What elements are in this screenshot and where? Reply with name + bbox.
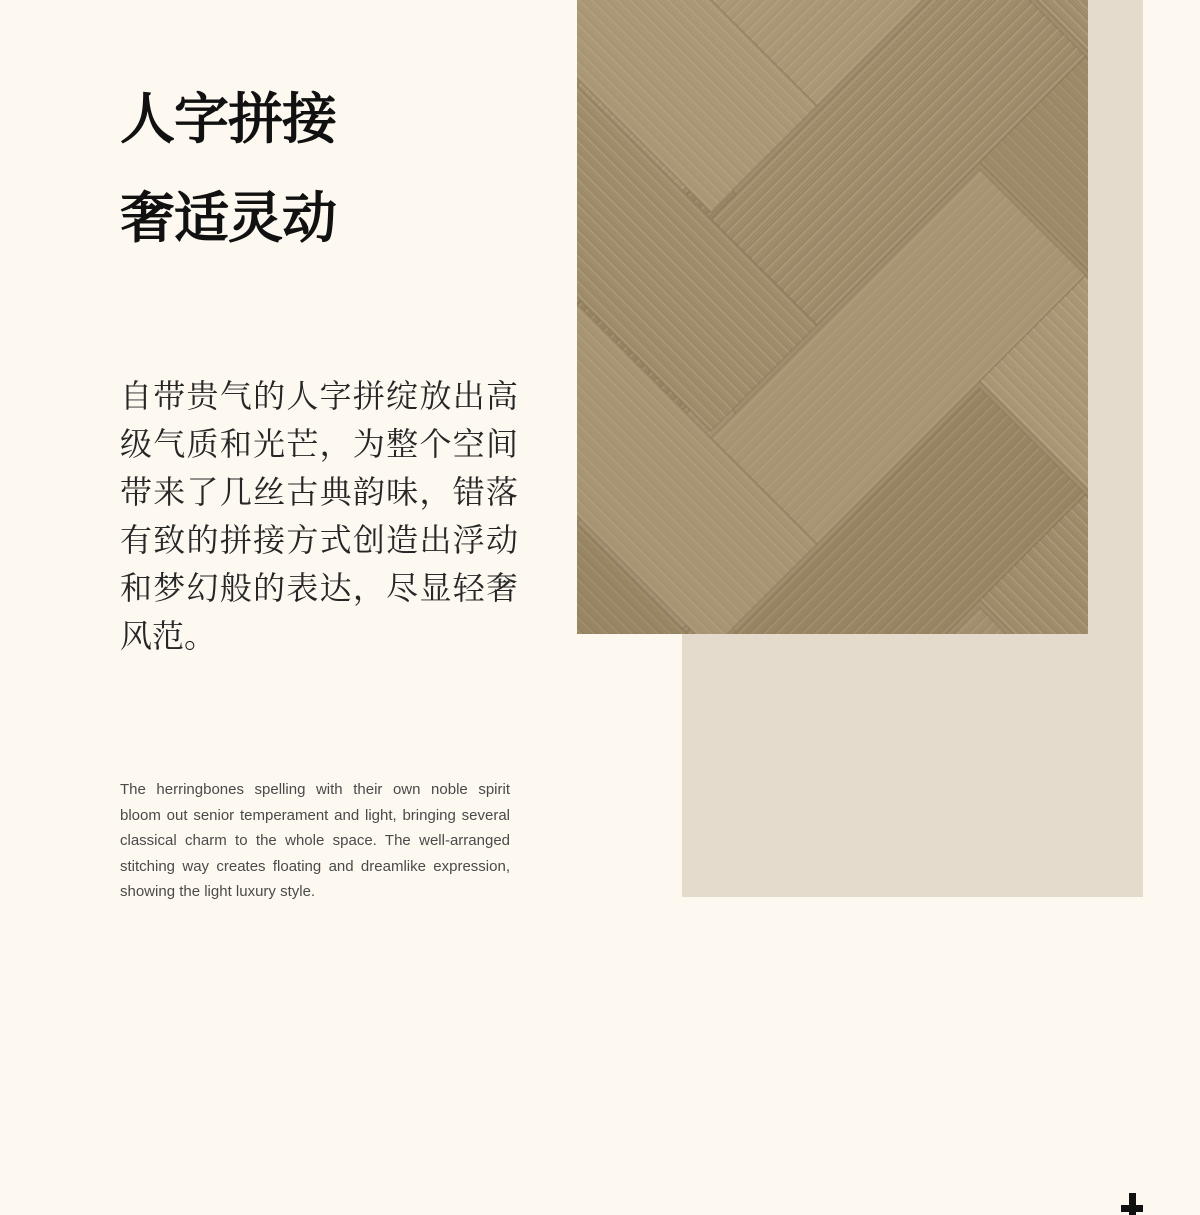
description-paragraph-en: The herringbones spelling with their own noble spirit bloom out senior temperament and light, bringing several classical charm to the whole space. The well-arranged stitching way creates floating and dreamlike expression, showing the light luxury style. xyxy=(120,781,510,900)
title-line-2: 奢适灵动 xyxy=(120,187,337,249)
section-title xyxy=(120,88,337,249)
description-paragraph-cn: 自带贵气的人字拼绽放出高级气质和光芒，为整个空间带来了几丝古典韵味，错落有致的拼接方式创造出浮动和梦幻般的表达，尽显轻奢风范。 xyxy=(120,378,518,654)
plus-icon xyxy=(1121,1193,1143,1215)
title-line-1: 人字拼接 xyxy=(120,88,337,150)
herringbone-floor-svg xyxy=(577,0,1088,634)
herringbone-floor-photo xyxy=(577,0,1088,634)
